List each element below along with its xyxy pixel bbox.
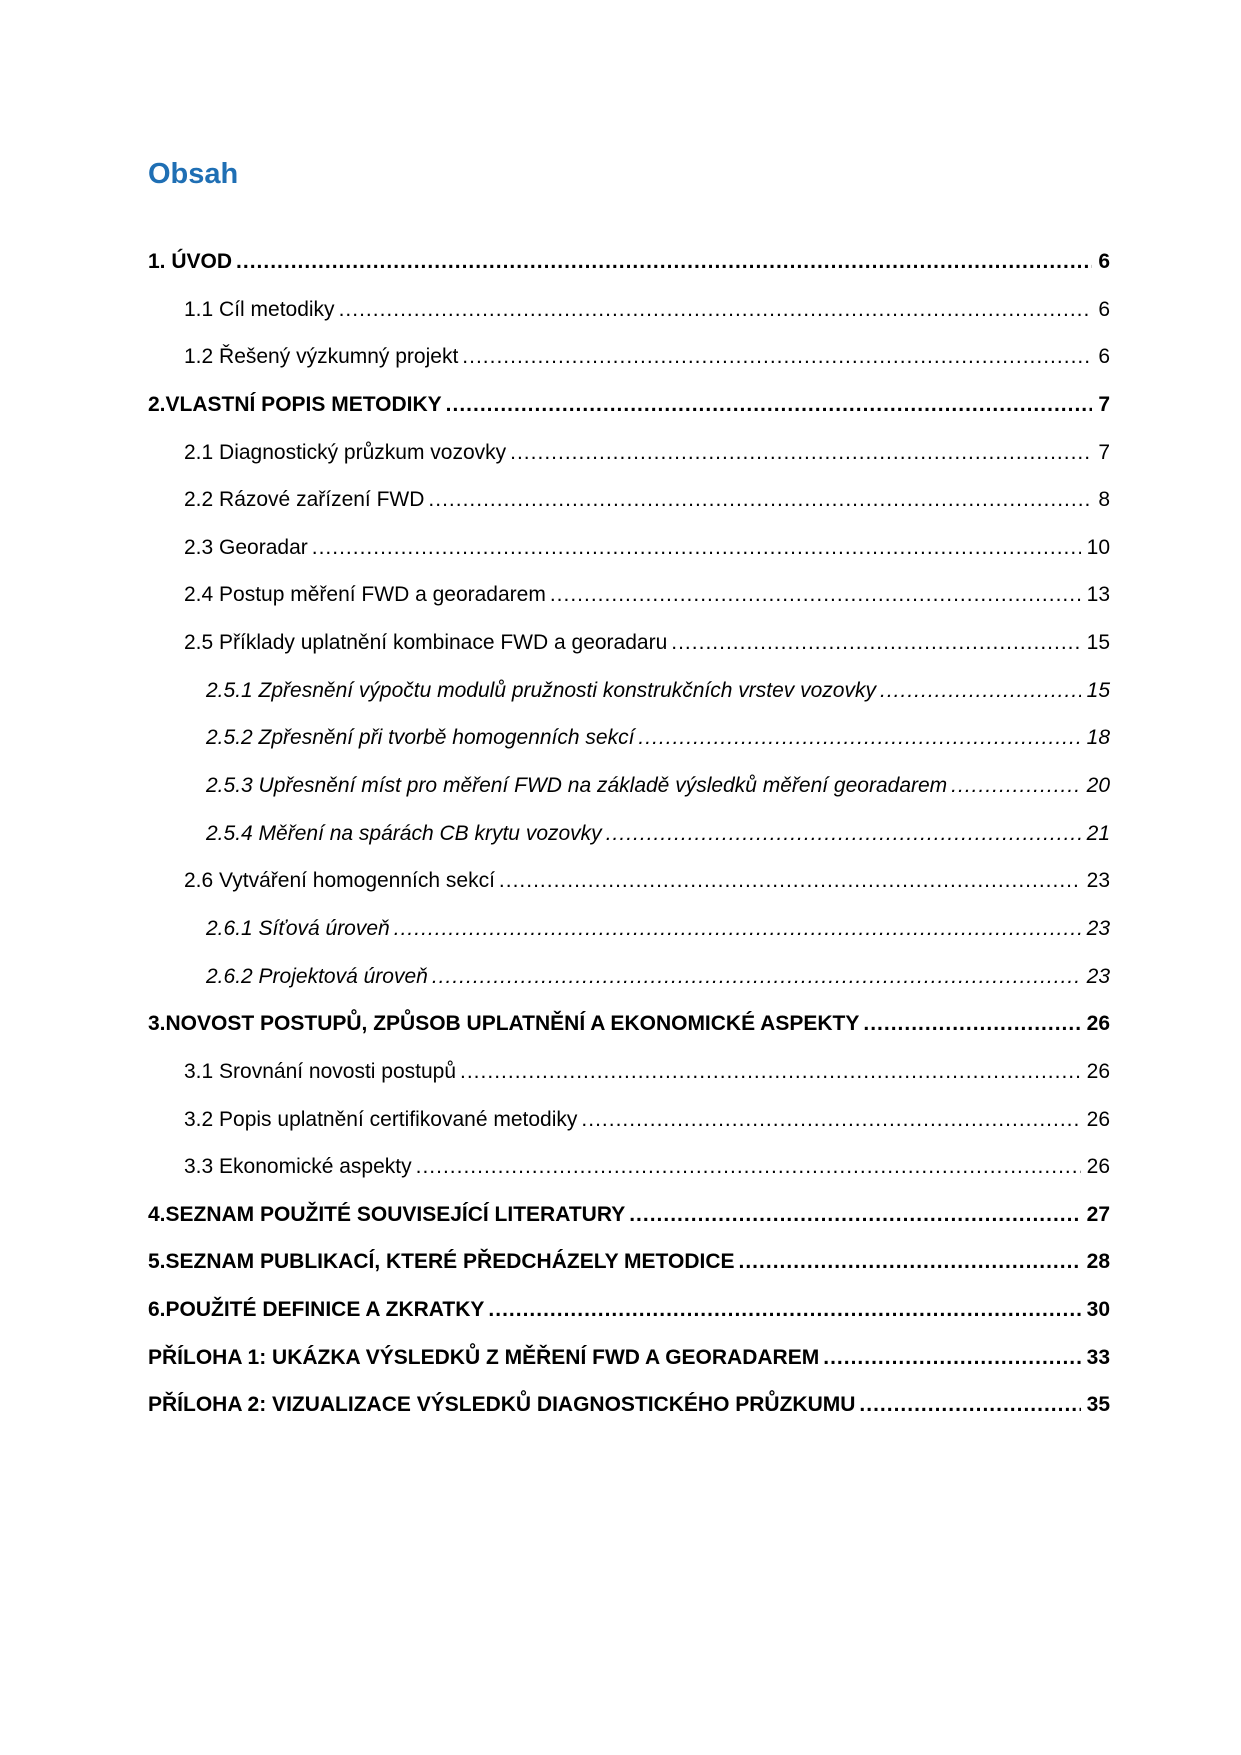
toc-page-number: 6 [1098, 297, 1110, 321]
toc-dot-leader [236, 238, 1092, 286]
toc-page-number: 27 [1086, 1202, 1110, 1226]
page-title: Obsah [148, 158, 239, 190]
toc-entry[interactable] [148, 953, 1110, 1001]
toc-page-number: 28 [1086, 1250, 1110, 1274]
toc-dot-leader [739, 1238, 1081, 1286]
toc-entry[interactable] [148, 286, 1110, 334]
toc-entry-label: 3.3 Ekonomické aspekty [184, 1155, 412, 1179]
toc-dot-leader [428, 476, 1092, 524]
toc-entry[interactable] [148, 476, 1110, 524]
toc-entry-label: 2.1 Diagnostický průzkum vozovky [184, 440, 507, 464]
toc-dot-leader [312, 524, 1081, 572]
toc-entry-label: 2.5 Příklady uplatnění kombinace FWD a georadaru [184, 631, 668, 655]
toc-entry-label: 3.1 Srovnání novosti postupů [184, 1059, 457, 1083]
toc-dot-leader [460, 1048, 1081, 1096]
toc-page-number: 10 [1086, 535, 1110, 559]
toc-entry[interactable] [148, 1381, 1110, 1429]
toc-dot-leader [432, 953, 1081, 1001]
toc-entry-label: 3.NOVOST POSTUPŮ, ZPŮSOB UPLATNĚNÍ A EKONOMICKÉ ASPEKTY [148, 1012, 860, 1036]
toc-entry[interactable] [148, 667, 1110, 715]
toc-page-number: 26 [1086, 1012, 1110, 1036]
toc-entry[interactable] [148, 333, 1110, 381]
toc-page-number: 21 [1086, 821, 1110, 845]
toc-entry-label: 6.POUŽITÉ DEFINICE A ZKRATKY [148, 1298, 485, 1322]
toc-entry-label: 2.6.2 Projektová úroveň [206, 964, 428, 988]
toc-dot-leader [606, 810, 1081, 858]
toc-entry-label: 1.1 Cíl metodiky [184, 297, 335, 321]
toc-entry[interactable] [148, 1000, 1110, 1048]
toc-entry-label: 2.5.2 Zpřesnění při tvorbě homogenních sekcí [206, 726, 635, 750]
toc-entry[interactable] [148, 762, 1110, 810]
toc-entry[interactable] [148, 905, 1110, 953]
toc-dot-leader [581, 1096, 1080, 1144]
toc-page-number: 15 [1086, 631, 1110, 655]
toc-page-number: 6 [1098, 250, 1110, 273]
toc-page-number: 7 [1098, 440, 1110, 464]
toc-entry-label: 2.4 Postup měření FWD a georadarem [184, 583, 546, 607]
toc-page-number: 23 [1086, 916, 1110, 940]
toc-entry[interactable] [148, 857, 1110, 905]
toc-page-number: 26 [1086, 1155, 1110, 1179]
toc-dot-leader [951, 762, 1080, 810]
toc-dot-leader [823, 1334, 1080, 1382]
toc-entry-label: 4.SEZNAM POUŽITÉ SOUVISEJÍCÍ LITERATURY [148, 1202, 626, 1226]
toc-page-number: 20 [1086, 774, 1110, 798]
toc-entry[interactable] [148, 1334, 1110, 1382]
toc-page-number: 23 [1086, 964, 1110, 988]
toc-dot-leader [416, 1143, 1081, 1191]
toc-page-number: 33 [1086, 1345, 1110, 1369]
toc-page-number: 26 [1086, 1107, 1110, 1131]
toc-entry[interactable] [148, 1048, 1110, 1096]
toc-dot-leader [859, 1381, 1080, 1429]
toc-entry-label: 1.2 Řešený výzkumný projekt [184, 345, 459, 369]
toc-page-number: 26 [1086, 1059, 1110, 1083]
toc-entry[interactable] [148, 1191, 1110, 1239]
toc-entry[interactable] [148, 1143, 1110, 1191]
toc-dot-leader [863, 1000, 1080, 1048]
toc-entry-label: 3.2 Popis uplatnění certifikované metodiky [184, 1107, 578, 1131]
toc-dot-leader [394, 905, 1081, 953]
toc-entry[interactable] [148, 1238, 1110, 1286]
toc-entry[interactable] [148, 238, 1110, 286]
toc-dot-leader [550, 571, 1081, 619]
toc-page-number: 23 [1086, 869, 1110, 893]
toc-entry-label: PŘÍLOHA 2: VIZUALIZACE VÝSLEDKŮ DIAGNOSTICKÉHO PRŮZKUMU [148, 1393, 856, 1417]
toc-entry[interactable] [148, 1096, 1110, 1144]
toc-entry-label: 2.5.3 Upřesnění míst pro měření FWD na základě výsledků měření georadarem [206, 774, 948, 798]
toc-entry-label: 2.6 Vytváření homogenních sekcí [184, 869, 495, 893]
toc-dot-leader [462, 333, 1092, 381]
toc-entry-label: 2.6.1 Síťová úroveň [206, 916, 390, 940]
toc-entry-label: 1. ÚVOD [148, 250, 233, 273]
toc-page-number: 7 [1098, 392, 1110, 416]
toc-entry[interactable] [148, 714, 1110, 762]
toc-dot-leader [638, 714, 1080, 762]
toc-entry[interactable] [148, 810, 1110, 858]
toc-entry[interactable] [148, 429, 1110, 477]
toc-dot-leader [629, 1191, 1080, 1239]
toc-entry-label: 2.5.4 Měření na spárách CB krytu vozovky [206, 821, 602, 845]
toc-entry-label: 2.5.1 Zpřesnění výpočtu modulů pružnosti konstrukčních vrstev vozovky [206, 678, 876, 702]
table-of-contents [148, 238, 1110, 1429]
toc-dot-leader [671, 619, 1080, 667]
toc-page-number: 6 [1098, 345, 1110, 369]
toc-page-number: 13 [1086, 583, 1110, 607]
toc-dot-leader [510, 429, 1092, 477]
toc-entry-label: 2.3 Georadar [184, 535, 308, 559]
toc-entry[interactable] [148, 524, 1110, 572]
toc-page-number: 30 [1086, 1298, 1110, 1322]
toc-entry-label: 2.2 Rázové zařízení FWD [184, 488, 425, 512]
toc-page-number: 18 [1086, 726, 1110, 750]
toc-entry-label: 2.VLASTNÍ POPIS METODIKY [148, 392, 442, 416]
toc-page-number: 15 [1086, 678, 1110, 702]
toc-entry[interactable] [148, 1286, 1110, 1334]
toc-entry-label: 5.SEZNAM PUBLIKACÍ, KTERÉ PŘEDCHÁZELY METODICE [148, 1250, 735, 1274]
toc-dot-leader [339, 286, 1093, 334]
toc-entry-label: PŘÍLOHA 1: UKÁZKA VÝSLEDKŮ Z MĚŘENÍ FWD A GEORADAREM [148, 1345, 820, 1369]
toc-page-number: 8 [1098, 488, 1110, 512]
toc-dot-leader [880, 667, 1081, 715]
toc-dot-leader [488, 1286, 1080, 1334]
toc-entry[interactable] [148, 619, 1110, 667]
toc-dot-leader [446, 381, 1093, 429]
toc-entry[interactable] [148, 571, 1110, 619]
toc-dot-leader [499, 857, 1081, 905]
toc-page-number: 35 [1086, 1393, 1110, 1417]
toc-entry[interactable] [148, 381, 1110, 429]
